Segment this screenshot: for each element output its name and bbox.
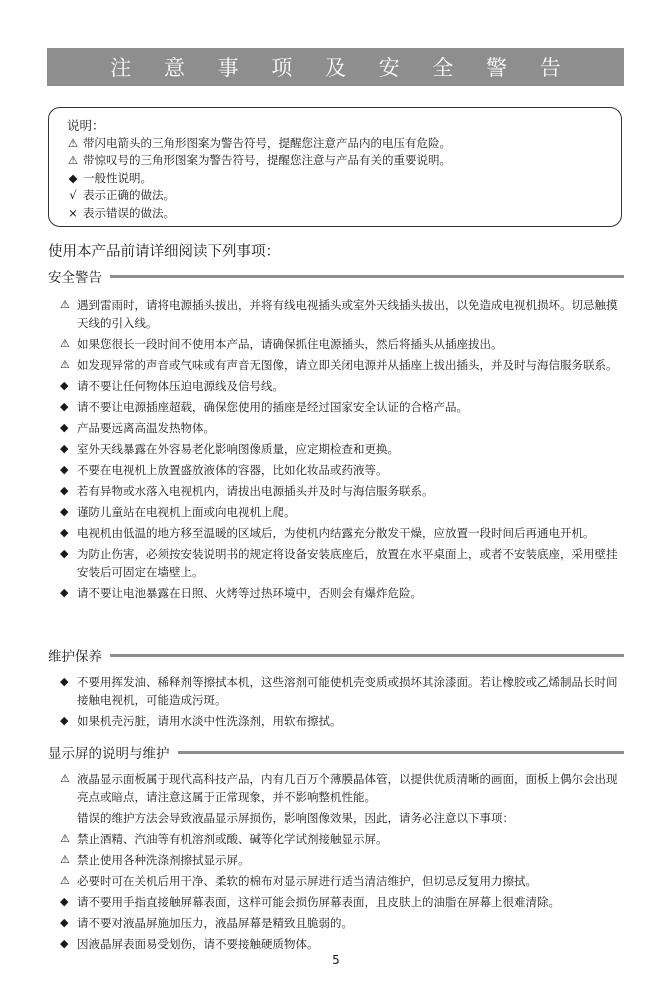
warning-icon: ⚠	[60, 874, 70, 887]
list-item	[60, 398, 628, 416]
list-item	[60, 440, 628, 458]
exclamation-warning-icon: ⚠	[67, 153, 79, 167]
legend-row	[63, 135, 621, 153]
diamond-icon: ◆	[60, 586, 69, 599]
section-title: 安全警告	[48, 270, 102, 286]
list-item	[60, 335, 628, 353]
legend-text: 表示正确的做法。	[83, 188, 175, 202]
item-text: 不要用挥发油、稀释剂等擦拭本机，这些溶剂可能使机壳变质或损坏其涂漆面。若让橡胶或乙烯制品长时间接触电视机，可能造成污斑。	[77, 675, 618, 707]
diamond-icon: ◆	[60, 442, 69, 455]
legend-row	[63, 170, 621, 188]
item-text: 请不要让电源插座超载，确保您使用的插座是经过国家安全认证的合格产品。	[77, 400, 468, 414]
legend-row	[63, 187, 621, 205]
warning-icon: ⚠	[60, 853, 70, 866]
item-text: 谨防儿童站在电视机上面或向电视机上爬。	[77, 505, 296, 519]
list-item	[60, 377, 628, 395]
diamond-icon: ◆	[60, 916, 69, 929]
list-item	[60, 914, 628, 932]
item-text: 为防止伤害，必须按安装说明书的规定将设备安装底座后，放置在水平桌面上，或者不安装底座，采用壁挂安装后可固定在墙壁上。	[77, 547, 618, 579]
item-text: 请不要让电池暴露在日照、火烤等过热环境中，否则会有爆炸危险。	[77, 586, 422, 600]
item-text: 因液晶屏表面易受划伤，请不要接触硬质物体。	[77, 937, 319, 951]
diamond-icon: ◆	[60, 547, 69, 560]
list-item	[60, 503, 628, 521]
list-item	[60, 673, 628, 709]
item-text: 请不要用手指直接触屏幕表面，这样可能会损伤屏幕表面，且皮肤上的油脂在屏幕上很难清除。	[77, 895, 560, 909]
warning-icon: ⚠	[60, 358, 70, 371]
diamond-icon: ◆	[60, 505, 69, 518]
list-item	[60, 524, 628, 542]
diamond-icon: ◆	[60, 895, 69, 908]
item-text: 不要在电视机上放置盛放液体的容器，比如化妆品或药液等。	[77, 463, 388, 477]
cross-icon: ×	[68, 205, 78, 220]
list-item	[60, 482, 628, 500]
item-text: 产品要远离高温发热物体。	[77, 421, 215, 435]
list-item	[60, 419, 628, 437]
diamond-icon: ◆	[60, 379, 69, 392]
lightning-warning-icon: ⚠	[67, 135, 79, 150]
list-item	[60, 872, 628, 890]
item-text: 电视机由低温的地方移至温暖的区域后，为使机内结露充分散发干燥，应放置一段时间后再通电开机。	[77, 526, 595, 540]
list-item	[60, 770, 628, 806]
list-item	[60, 851, 628, 869]
legend-box	[48, 107, 622, 227]
item-text: 禁止使用各种洗涤剂擦拭显示屏。	[77, 853, 250, 867]
diamond-icon: ◆	[60, 714, 69, 727]
section-rule	[110, 275, 624, 278]
section-heading-display	[48, 742, 624, 762]
diamond-icon: ◆	[60, 400, 69, 413]
list-item	[60, 545, 628, 581]
item-text: 如果您很长一段时间不使用本产品，请确保抓住电源插头，然后将插头从插座拔出。	[77, 337, 503, 351]
item-text: 如发现异常的声音或气味或有声音无图像，请立即关闭电源并从插座上拔出插头，并及时与海信服务联系。	[77, 358, 618, 372]
list-item	[60, 584, 628, 602]
list-item	[60, 356, 628, 374]
item-text: 禁止酒精、汽油等有机溶剂或酸、碱等化学试剂接触显示屏。	[77, 832, 388, 846]
diamond-icon: ◆	[60, 937, 69, 950]
list-item	[60, 296, 628, 332]
check-icon: √	[69, 188, 77, 202]
diamond-icon: ◆	[60, 421, 69, 434]
item-text: 若有异物或水落入电视机内，请拔出电源插头并及时与海信服务联系。	[77, 484, 434, 498]
diamond-icon: ◆	[60, 484, 69, 497]
warning-icon: ⚠	[60, 772, 70, 785]
item-text: 请不要让任何物体压迫电源线及信号线。	[77, 379, 284, 393]
list-item	[60, 893, 628, 911]
item-text: 遇到雷雨时，请将电源插头拔出，并将有线电视插头或室外天线插头拔出，以免造成电视机损坏。切忌触摸天线的引入线。	[77, 298, 618, 330]
plain-note: 错误的维护方法会导致液晶显示屏损伤，影响图像效果，因此，请务必注意以下事项：	[77, 811, 514, 825]
safety-items	[60, 296, 628, 605]
section-heading-maintenance	[48, 645, 624, 665]
legend-text: 表示错误的做法。	[83, 205, 175, 220]
warning-icon: ⚠	[60, 832, 70, 845]
intro-text: 使用本产品前请详细阅读下列事项：	[48, 244, 280, 260]
legend-text: 带惊叹号的三角形图案为警告符号，提醒您注意与产品有关的重要说明。	[83, 153, 451, 167]
list-item	[60, 461, 628, 479]
list-item	[60, 830, 628, 848]
section-heading-safety	[48, 266, 624, 286]
item-text: 室外天线暴露在外容易老化影响图像质量，应定期检查和更换。	[77, 442, 399, 456]
page-number: 5	[332, 953, 340, 967]
section-rule	[110, 654, 624, 657]
diamond-icon: ◆	[68, 170, 78, 185]
legend-row	[63, 152, 621, 170]
item-text: 必要时可在关机后用干净、柔软的棉布对显示屏进行适当清洁维护，但切忌反复用力擦拭。	[77, 874, 537, 888]
section-rule	[178, 751, 625, 754]
list-item	[60, 935, 628, 953]
legend-row	[63, 205, 621, 223]
section-title: 维护保养	[48, 649, 102, 665]
item-text: 请不要对液晶屏施加压力，液晶屏幕是精致且脆弱的。	[77, 916, 353, 930]
diamond-icon: ◆	[60, 463, 69, 476]
maintenance-items	[60, 673, 628, 733]
list-item	[60, 712, 628, 730]
section-title: 显示屏的说明与维护	[48, 746, 170, 762]
page-title: 注 意 事 项 及 安 全 警 告	[47, 48, 624, 86]
display-items	[60, 770, 628, 956]
item-text: 液晶显示面板属于现代高科技产品，内有几百万个薄膜晶体管，以提供优质清晰的画面，面板上偶尔会出现亮点或暗点，请注意这属于正常现象，并不影响整机性能。	[77, 772, 618, 804]
warning-icon: ⚠	[60, 337, 70, 350]
legend-text: 一般性说明。	[83, 170, 152, 185]
legend-heading: 说明：	[67, 118, 105, 133]
warning-icon: ⚠	[60, 298, 70, 311]
diamond-icon: ◆	[60, 675, 69, 688]
legend-text: 带闪电箭头的三角形图案为警告符号，提醒您注意产品内的电压有危险。	[83, 135, 451, 150]
item-text: 如果机壳污脏，请用水淡中性洗涤剂，用软布擦拭。	[77, 714, 342, 728]
diamond-icon: ◆	[60, 526, 69, 539]
